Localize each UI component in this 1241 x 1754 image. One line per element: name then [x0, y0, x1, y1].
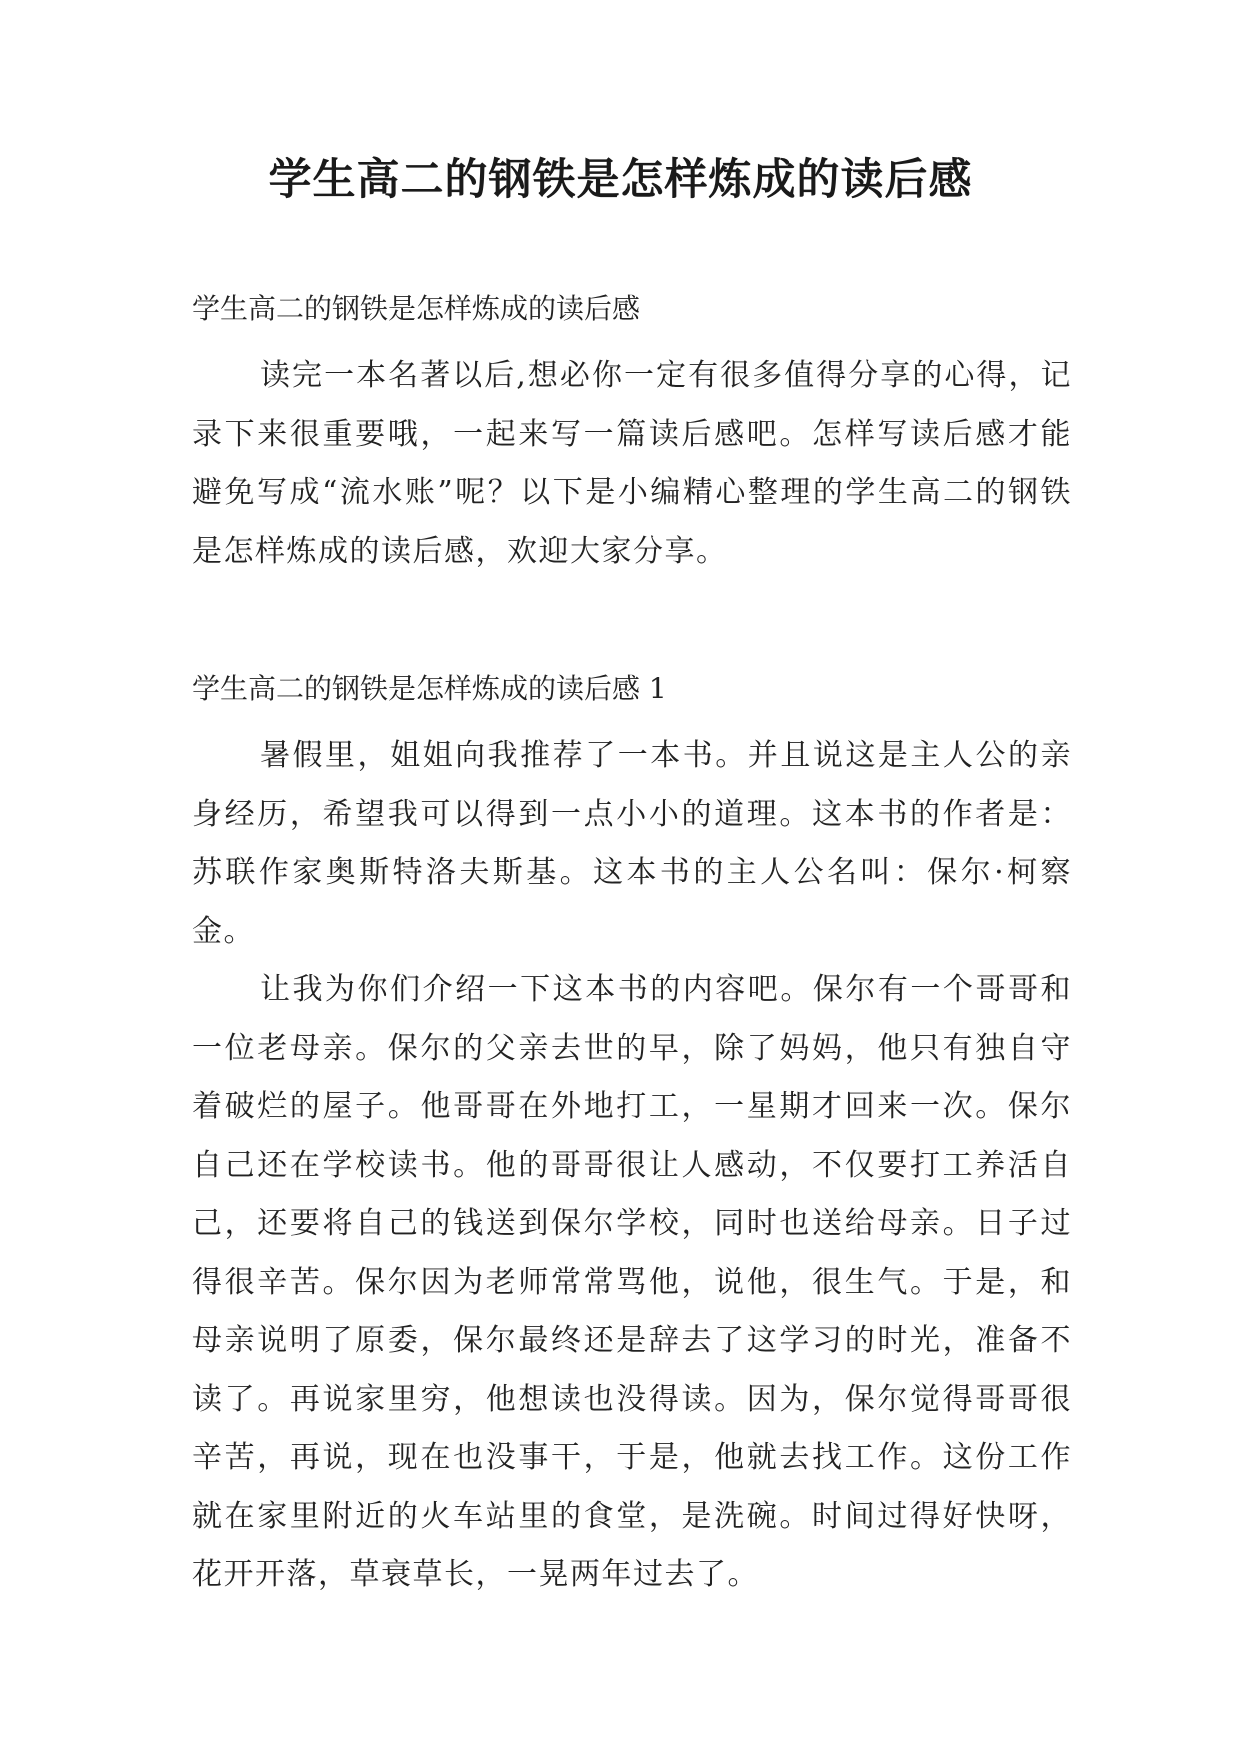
- intro-heading: 学生高二的钢铁是怎样炼成的读后感: [192, 292, 641, 325]
- section-1-paragraph-1: 暑假里，姐姐向我推荐了一本书。并且说这是主人公的亲身经历，希望我可以得到一点小小的道理。这本书的作者是：苏联作家奥斯特洛夫斯基。这本书的主人公名叫：保尔·柯察金。: [192, 738, 1072, 949]
- section-1-heading: 学生高二的钢铁是怎样炼成的读后感 1: [192, 672, 667, 705]
- document-title: 学生高二的钢铁是怎样炼成的读后感: [268, 155, 973, 205]
- section-1-paragraph-2: 让我为你们介绍一下这本书的内容吧。保尔有一个哥哥和一位老母亲。保尔的父亲去世的早，除了妈妈，他只有独自守着破烂的屋子。他哥哥在外地打工，一星期才回来一次。保尔自己还在学校读书。他的哥哥很让人感动，不仅要打工养活自己，还要将自己的钱送到保尔学校，同时也送给母亲。日子过得很辛苦。保尔因为老师常常骂他，说他，很生气。于是，和母亲说明了原委，保尔最终还是辞去了这学习的时光，准备不读了。再说家里穷，他想读也没得读。因为，保尔觉得哥哥很辛苦，再说，现在也没事干，于是，他就去找工作。这份工作就在家里附近的火车站里的食堂，是洗碗。时间过得好快呀，花开开落，草衰草长，一晃两年过去了。: [192, 972, 1072, 1592]
- intro-paragraph: 读完一本名著以后,想必你一定有很多值得分享的心得，记录下来很重要哦，一起来写一篇读后感吧。怎样写读后感才能避免写成“流水账”呢？以下是小编精心整理的学生高二的钢铁是怎样炼成的读后感，欢迎大家分享。: [192, 358, 1072, 569]
- section-spacer: [192, 581, 1072, 667]
- document-body: [192, 287, 1072, 1605]
